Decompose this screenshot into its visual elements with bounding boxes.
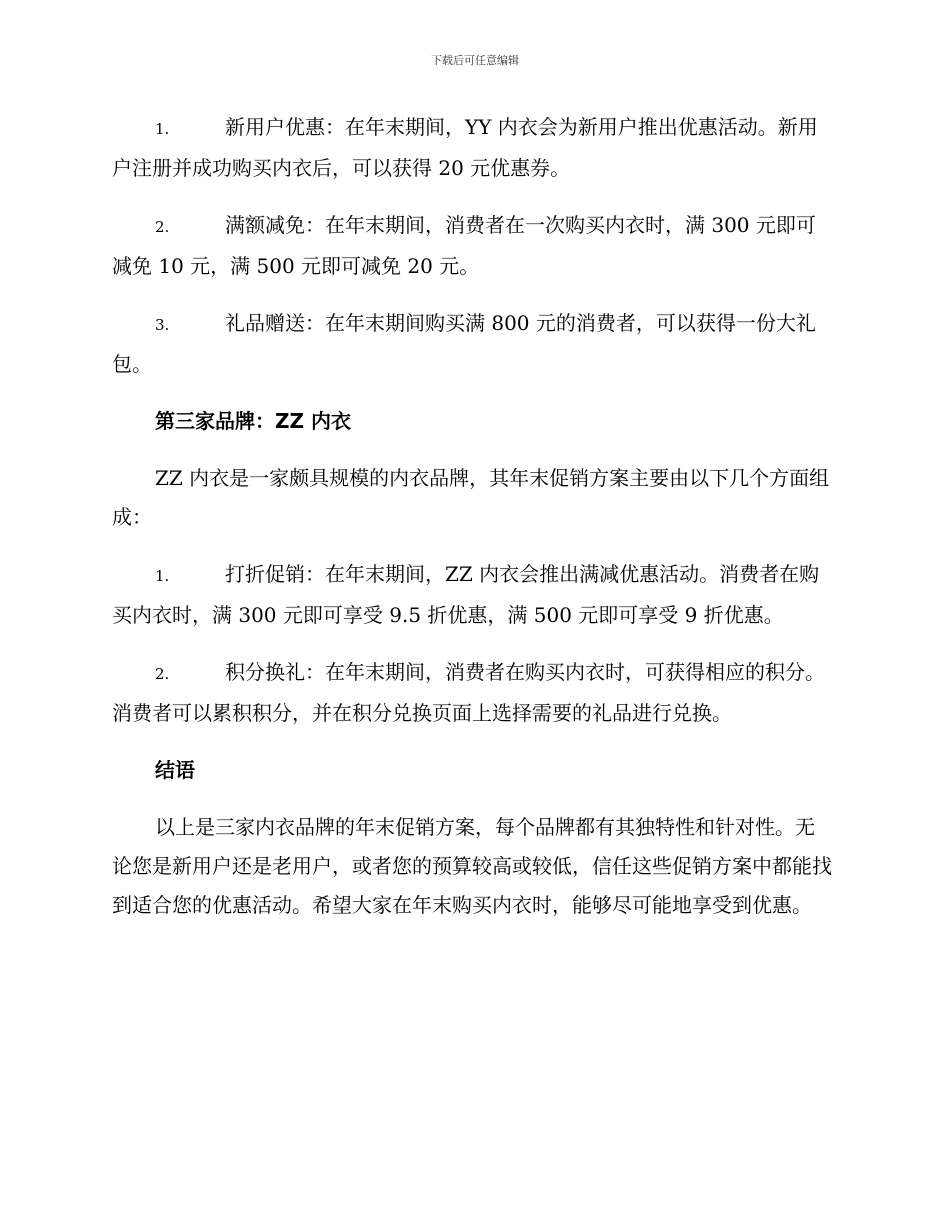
list-item [112,206,834,286]
list-number: 3. [155,316,170,334]
conclusion-paragraph: 以上是三家内衣品牌的年末促销方案，每个品牌都有其独特性和针对性。无论您是新用户还是老用户，或者您的预算较高或较低，信任这些促销方案中都能找到适合您的优惠活动。希望大家在年末购买内衣时，能够尽可能地享受到优惠。 [112,815,832,917]
page-header: 下载后可任意编辑 [431,54,519,67]
list-number: 2. [155,665,170,683]
section-heading-conclusion: 结语 [155,758,195,782]
list-item-text: 打折促销：在年末期间，ZZ 内衣会推出满减优惠活动。消费者在购买内衣时，满 300 元即可享受 9.5 折优惠，满 500 元即可享受 9 折优惠。 [112,562,820,627]
list-item-text: 新用户优惠：在年末期间，YY 内衣会为新用户推出优惠活动。新用户注册并成功购买内衣后，可以获得 20 元优惠券。 [112,115,818,180]
list-item-text: 满额减免：在年末期间，消费者在一次购买内衣时，满 300 元即可减免 10 元，满 500 元即可减免 20 元。 [112,213,816,278]
list-item [112,304,834,384]
zz-intro-paragraph: ZZ 内衣是一家颇具规模的内衣品牌，其年末促销方案主要由以下几个方面组成： [112,466,830,529]
list-number: 1. [155,120,170,138]
list-item-text: 积分换礼：在年末期间，消费者在购买内衣时，可获得相应的积分。消费者可以累积积分，并在积分兑换页面上选择需要的礼品进行兑换。 [112,660,825,725]
list-number: 2. [155,218,170,236]
list-number: 1. [155,567,170,585]
list-item [112,653,834,733]
section-heading-zz: 第三家品牌：ZZ 内衣 [155,409,351,433]
document-body [112,108,834,943]
list-item [112,555,834,635]
list-item-text: 礼品赠送：在年末期间购买满 800 元的消费者，可以获得一份大礼包。 [112,311,816,376]
list-item [112,108,834,188]
